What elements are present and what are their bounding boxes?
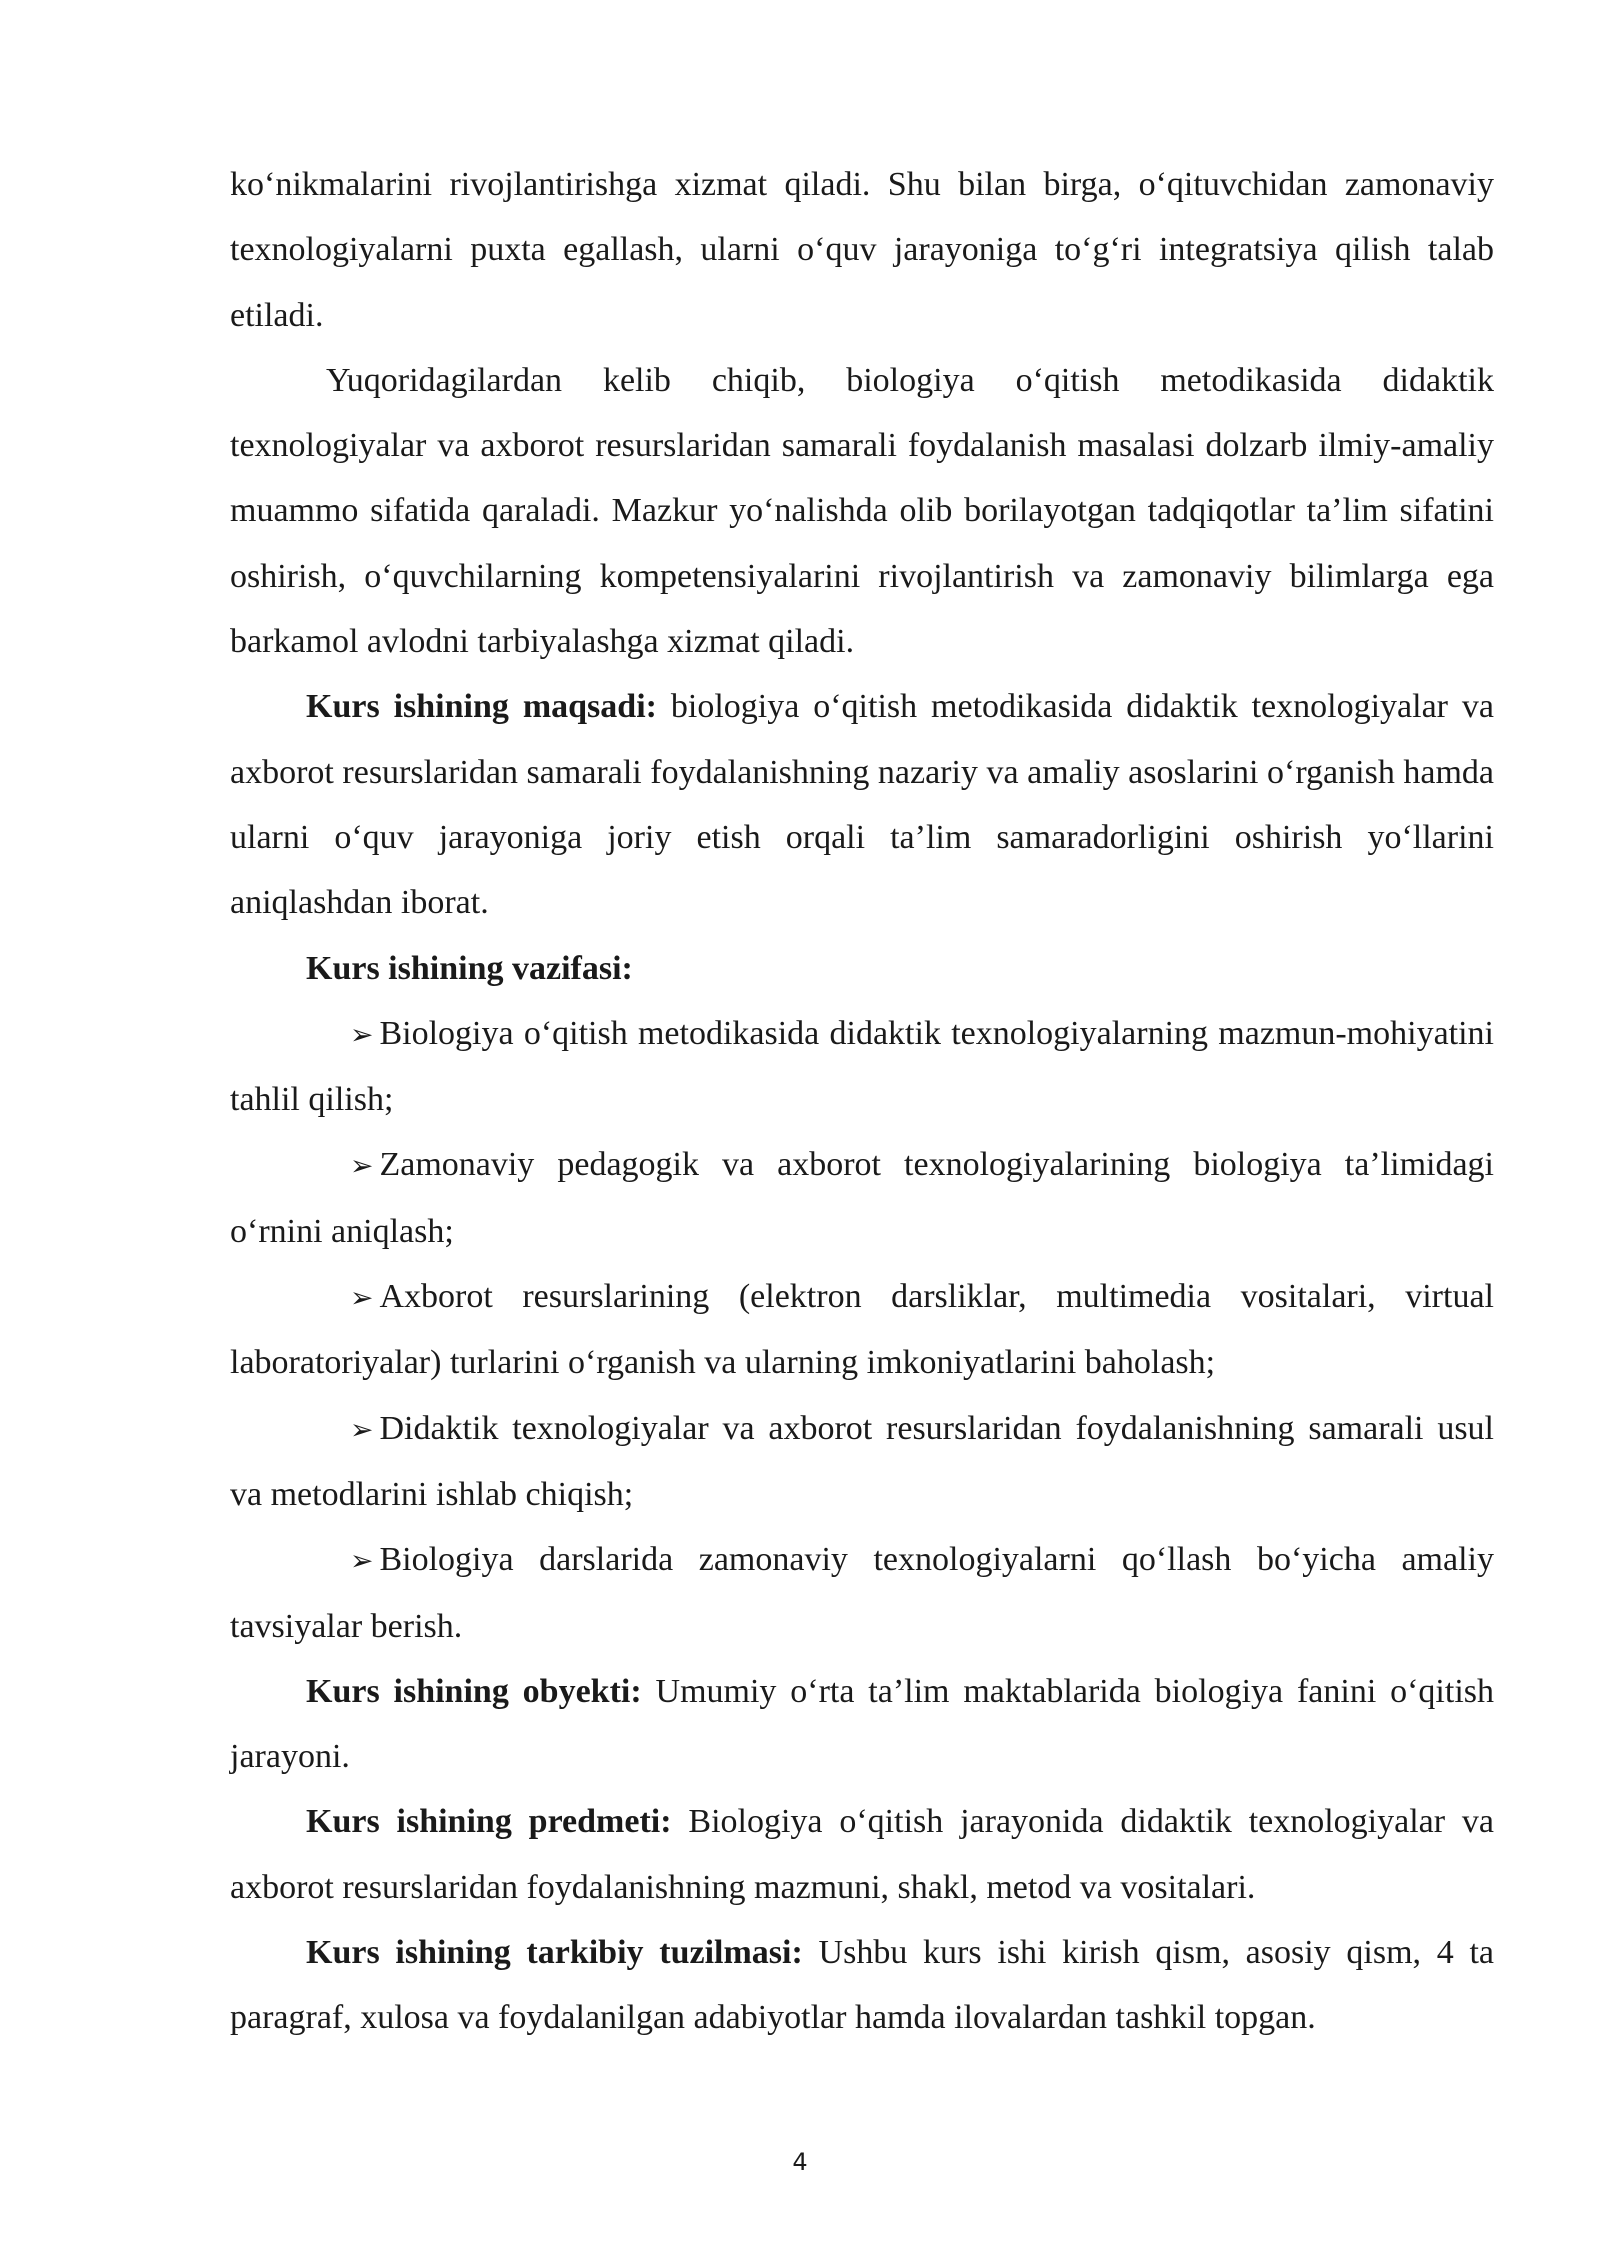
section-tarkibiy bbox=[230, 1920, 1494, 2051]
section-predmeti-text: Biologiya o‘qitish jarayonida didaktik texnologiyalar va axborot resurslaridan foydalanishning mazmuni, shakl, metod va vositalari. bbox=[230, 1803, 1495, 1906]
section-tarkibiy-text: Ushbu kurs ishi kirish qism, asosiy qism, 4 ta paragraf, xulosa va foydalanilgan adabiyotlar hamda ilovalardan tashkil topgan. bbox=[230, 1934, 1494, 2037]
arrow-bullet-icon: ➢ bbox=[350, 1149, 374, 1183]
list-item bbox=[230, 1264, 1494, 1396]
list-item-text: Axborot resurslarining (elektron darsliklar, multimedia vositalari, virtual laboratoriyalar) turlarini o‘rganish va ularning imkoniyatlarini baholash; bbox=[230, 1278, 1494, 1382]
paragraph-intro-continuation: ko‘nikmalarini rivojlantirishga xizmat qiladi. Shu bilan birga, o‘qituvchidan zamonaviy texnologiyalarni puxta egallash, ularni o‘quv jarayoniga to‘g‘ri integratsiya qilish talab etiladi. bbox=[230, 166, 1494, 334]
section-predmeti bbox=[230, 1789, 1494, 1920]
list-item-text: Zamonaviy pedagogik va axborot texnologiyalarining biologiya ta’limidagi o‘rnini aniqlash; bbox=[230, 1146, 1494, 1250]
section-predmeti-label: Kurs ishining predmeti: bbox=[306, 1803, 672, 1841]
arrow-bullet-icon: ➢ bbox=[350, 1281, 374, 1315]
list-item bbox=[230, 1001, 1494, 1133]
list-item bbox=[230, 1132, 1494, 1264]
section-maqsadi-label: Kurs ishining maqsadi: bbox=[306, 688, 657, 726]
paragraph-relevance: Yuqoridagilardan kelib chiqib, biologiya o‘qitish metodikasida didaktik texnologiyalar va axborot resurslaridan samarali foydalanish masalasi dolzarb ilmiy-amaliy muammo sifatida qaraladi. Mazkur yo‘nalishda olib borilayotgan tadqiqotlar ta’lim sifatini oshirish, o‘quvchilarning kompetensiyalarini rivojlantirish va zamonaviy bilimlarga ega barkamol avlodni tarbiyalashga xizmat qiladi. bbox=[230, 361, 1494, 661]
list-item-text: Biologiya darslarida zamonaviy texnologiyalarni qo‘llash bo‘yicha amaliy tavsiyalar berish. bbox=[230, 1541, 1494, 1645]
section-vazifasi-heading bbox=[230, 936, 1494, 1001]
section-obyekti-label: Kurs ishining obyekti: bbox=[306, 1672, 642, 1710]
list-item bbox=[230, 1396, 1494, 1528]
page-body bbox=[230, 152, 1494, 2051]
list-item-text: Didaktik texnologiyalar va axborot resurslaridan foydalanishning samarali usul va metodlarini ishlab chiqish; bbox=[230, 1409, 1494, 1513]
arrow-bullet-icon: ➢ bbox=[350, 1017, 374, 1051]
list-item-text: Biologiya o‘qitish metodikasida didaktik texnologiyalarning mazmun-mohiyatini tahlil qilish; bbox=[230, 1014, 1494, 1119]
section-vazifasi-label: Kurs ishining vazifasi: bbox=[306, 949, 633, 987]
section-obyekti-text: Umumiy o‘rta ta’lim maktablarida biologiya fanini o‘qitish jarayoni. bbox=[230, 1672, 1495, 1776]
page-number: 4 bbox=[792, 2148, 808, 2176]
vazifasi-list bbox=[230, 1001, 1494, 1659]
list-item bbox=[230, 1527, 1494, 1659]
section-tarkibiy-label: Kurs ishining tarkibiy tuzilmasi: bbox=[306, 1934, 803, 1972]
section-obyekti bbox=[230, 1659, 1494, 1790]
arrow-bullet-icon: ➢ bbox=[350, 1412, 374, 1446]
arrow-bullet-icon: ➢ bbox=[350, 1544, 374, 1578]
section-maqsadi bbox=[230, 674, 1494, 935]
section-maqsadi-text: biologiya o‘qitish metodikasida didaktik texnologiyalar va axborot resurslaridan samarali foydalanishning nazariy va amaliy asoslarini o‘rganish hamda ularni o‘quv jarayoniga joriy etish orqali ta’lim samaradorligini oshirish yo‘llarini aniqlashdan iborat. bbox=[230, 688, 1494, 922]
